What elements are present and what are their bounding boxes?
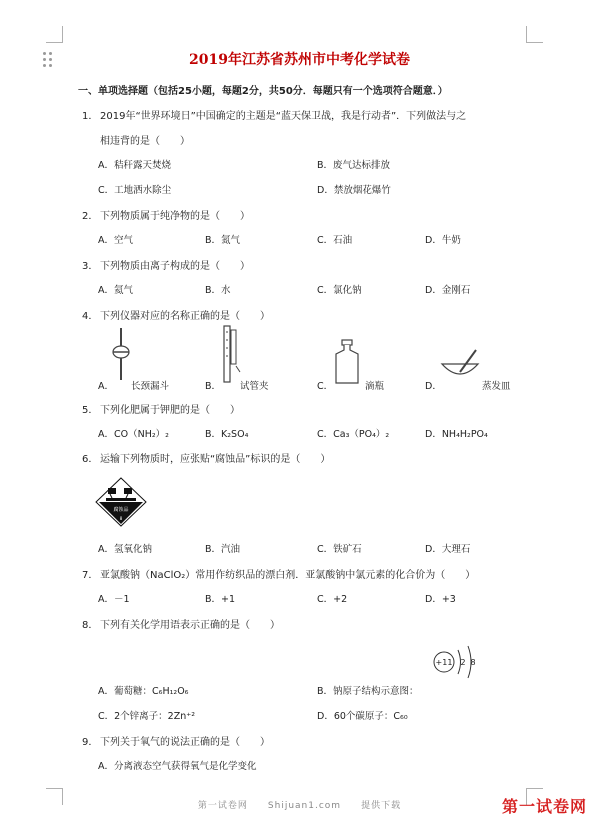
question-4-label-d: 蒸发皿 — [482, 381, 511, 392]
question-7-option-c[interactable]: C．+2 — [317, 594, 348, 605]
question-4-option-a[interactable]: A． — [98, 381, 114, 392]
evaporating-dish-icon — [440, 348, 480, 382]
question-8-text: 下列有关化学用语表示正确的是（ ） — [100, 620, 280, 631]
question-2-option-c[interactable]: C．石油 — [317, 235, 353, 246]
question-5-text: 下列化肥属于钾肥的是（ ） — [100, 405, 240, 416]
question-8-option-c[interactable]: C．2个锌离子：2Zn⁺² — [98, 711, 196, 722]
question-5-option-d[interactable]: D．NH₄H₂PO₄ — [425, 429, 488, 440]
question-8-option-a[interactable]: A．葡萄糖：C₆H₁₂O₆ — [98, 686, 189, 697]
question-1-option-c[interactable]: C．工地洒水除尘 — [98, 185, 172, 196]
question-4-number: 4． — [82, 311, 99, 322]
atom-shell-1-label: 2 — [460, 658, 466, 667]
question-2-option-a[interactable]: A．空气 — [98, 235, 133, 246]
question-6-number: 6． — [82, 454, 99, 465]
question-1-text-cont: 相违背的是（ ） — [100, 136, 190, 147]
question-1-text: 2019年“世界环境日”中国确定的主题是“蓝天保卫战，我是行动者”．下列做法与之 — [100, 111, 467, 122]
question-5-option-c[interactable]: C．Ca₃（PO₄）₂ — [317, 429, 390, 440]
question-9-text: 下列关于氧气的说法正确的是（ ） — [100, 737, 270, 748]
question-4-label-c: 滴瓶 — [365, 381, 385, 392]
test-tube-clamp-icon — [218, 326, 244, 384]
long-neck-funnel-icon — [110, 328, 132, 384]
sign-label: 腐蚀品 — [113, 507, 129, 513]
question-4-text: 下列仪器对应的名称正确的是（ ） — [100, 311, 270, 322]
question-8-option-b[interactable]: B．钠原子结构示意图： — [317, 686, 419, 697]
question-4-label-a: 长颈漏斗 — [131, 381, 170, 392]
question-3-option-d[interactable]: D．金刚石 — [425, 285, 471, 296]
question-6-option-b[interactable]: B．汽油 — [205, 544, 241, 555]
question-6-text: 运输下列物质时，应张贴“腐蚀品”标识的是（ ） — [100, 454, 331, 465]
question-7-option-b[interactable]: B．+1 — [205, 594, 236, 605]
question-6-option-c[interactable]: C．铁矿石 — [317, 544, 362, 555]
question-7-option-a[interactable]: A．－1 — [98, 594, 130, 605]
question-7-number: 7． — [82, 570, 99, 581]
question-8-number: 8． — [82, 620, 99, 631]
question-6-option-a[interactable]: A．氢氧化钠 — [98, 544, 152, 555]
page-footer: 第一试卷网 Shijuan1.com 提供下载 — [197, 801, 402, 811]
question-1-option-a[interactable]: A．秸秆露天焚烧 — [98, 160, 171, 171]
question-5-option-b[interactable]: B．K₂SO₄ — [205, 429, 249, 440]
corner-mark-top-right — [526, 26, 543, 43]
atom-shell-2-label: 8 — [470, 658, 476, 667]
question-5-option-a[interactable]: A．CO（NH₂）₂ — [98, 429, 169, 440]
question-8-option-d[interactable]: D．60个碳原子：C₆₀ — [317, 711, 408, 722]
sign-number: 8 — [119, 516, 123, 521]
question-3-text: 下列物质由离子构成的是（ ） — [100, 261, 250, 272]
section-heading: 一、单项选择题（包括25小题，每题2分，共50分．每题只有一个选项符合题意．） — [78, 86, 448, 97]
question-2-option-b[interactable]: B．氮气 — [205, 235, 241, 246]
question-9-option-a[interactable]: A．分离液态空气获得氧气是化学变化 — [98, 761, 257, 772]
question-4-option-b[interactable]: B． — [205, 381, 222, 392]
corner-mark-top-left — [46, 26, 63, 43]
question-3-option-c[interactable]: C．氯化钠 — [317, 285, 362, 296]
question-4-label-b: 试管夹 — [240, 381, 269, 392]
question-1-option-d[interactable]: D．禁放烟花爆竹 — [317, 185, 391, 196]
brand-watermark[interactable]: 第一试卷网 — [501, 797, 587, 816]
question-9-number: 9． — [82, 737, 99, 748]
question-4-option-c[interactable]: C． — [317, 381, 334, 392]
question-5-number: 5． — [82, 405, 99, 416]
question-6-option-d[interactable]: D．大理石 — [425, 544, 471, 555]
question-7-text: 亚氯酸钠（NaClO₂）常用作纺织品的漂白剂．亚氯酸钠中氯元素的化合价为（ ） — [100, 570, 476, 581]
question-7-option-d[interactable]: D．+3 — [425, 594, 456, 605]
question-1-option-b[interactable]: B．废气达标排放 — [317, 160, 391, 171]
question-2-number: 2． — [82, 211, 99, 222]
question-1-number: 1． — [82, 111, 99, 122]
question-3-option-a[interactable]: A．氦气 — [98, 285, 133, 296]
question-3-number: 3． — [82, 261, 99, 272]
question-4-option-d[interactable]: D． — [425, 381, 442, 392]
page-title: 2019年江苏省苏州市中考化学试卷 — [189, 52, 410, 68]
question-2-option-d[interactable]: D．牛奶 — [425, 235, 461, 246]
sodium-atom-diagram-icon — [430, 644, 490, 684]
reagent-bottle-icon — [333, 340, 361, 384]
question-3-option-b[interactable]: B．水 — [205, 285, 231, 296]
corrosive-hazard-sign-icon — [96, 478, 146, 526]
atom-nucleus-label: +11 — [435, 658, 453, 667]
question-2-text: 下列物质属于纯净物的是（ ） — [100, 211, 250, 222]
